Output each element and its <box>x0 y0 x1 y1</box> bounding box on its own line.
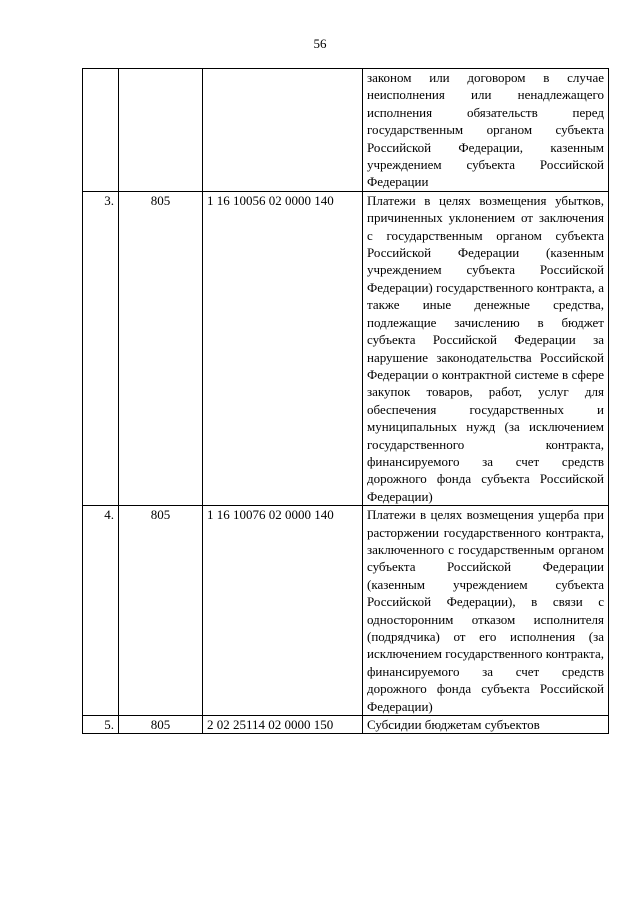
administrator-code: 805 <box>119 191 203 505</box>
row-number: 4. <box>83 506 119 716</box>
budget-revenue-table <box>82 68 609 734</box>
revenue-description: законом или договором в случае неисполнения или ненадлежащего исполнения обязательств перед государственным органом субъекта Российской Федерации, казенным учреждением субъекта Российской Федерации <box>363 69 609 192</box>
table-row <box>83 716 609 734</box>
revenue-description: Платежи в целях возмещения ущерба при расторжении государственного контракта, заключенного с государственным органом субъекта Российской Федерации (казенным учреждением субъекта Российской Федерации), в связи с односторонним отказом исполнителя (подрядчика) от его исполнения (за исключением государственного контракта, финансируемого за счет средств дорожного фонда субъекта Российской Федерации) <box>363 506 609 716</box>
table-row <box>83 506 609 716</box>
revenue-code <box>203 69 363 192</box>
revenue-code: 2 02 25114 02 0000 150 <box>203 716 363 734</box>
row-number: 3. <box>83 191 119 505</box>
administrator-code: 805 <box>119 716 203 734</box>
row-number <box>83 69 119 192</box>
revenue-description: Субсидии бюджетам субъектов <box>363 716 609 734</box>
administrator-code <box>119 69 203 192</box>
table-row <box>83 191 609 505</box>
administrator-code: 805 <box>119 506 203 716</box>
row-number: 5. <box>83 716 119 734</box>
revenue-code: 1 16 10076 02 0000 140 <box>203 506 363 716</box>
page-number: 56 <box>313 36 327 51</box>
revenue-code: 1 16 10056 02 0000 140 <box>203 191 363 505</box>
table-row <box>83 69 609 192</box>
revenue-description: Платежи в целях возмещения убытков, причиненных уклонением от заключения с государственным органом субъекта Российской Федерации (казенным учреждением субъекта Российской Федерации) государственного контракта, а также иные денежные средства, подлежащие зачислению в бюджет субъекта Российской Федерации за нарушение законодательства Российской Федерации о контрактной системе в сфере закупок товаров, работ, услуг для обеспечения государственных и муниципальных нужд (за исключением государственного контракта, финансируемого за счет средств дорожного фонда субъекта Российской Федерации) <box>363 191 609 505</box>
